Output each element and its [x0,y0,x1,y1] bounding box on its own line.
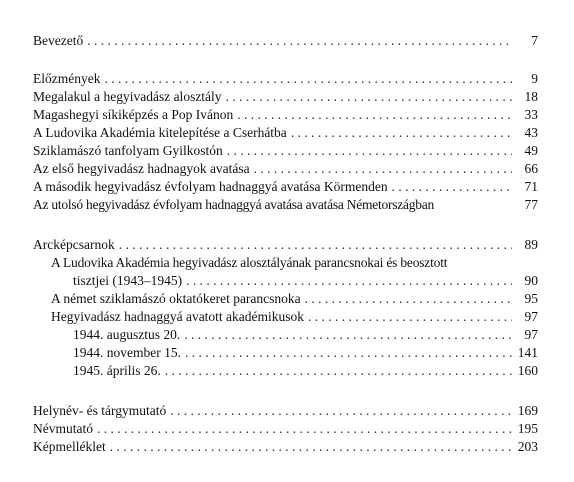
toc-entry-page: 195 [517,421,538,436]
toc-entry-title: Arcképcsarnok [33,237,115,252]
toc-date-entry [33,326,538,344]
toc-date-entry [33,362,538,380]
spacer [33,380,538,402]
toc-entry [33,420,538,438]
toc-entry-page: 43 [524,125,538,140]
toc-entry-page: 90 [524,273,538,288]
toc-entry-page: 97 [524,327,538,342]
dot-leader [97,420,512,438]
dot-leader [119,236,512,254]
toc-entry-title: Bevezető [33,33,84,48]
toc-entry-title: 1945. április 26. [73,363,161,378]
toc-entry [33,196,538,214]
toc-subentry [33,254,538,272]
spacer [33,50,538,70]
toc-entry-title: Helynév- és tárgymutató [33,403,167,418]
toc-entry-title: A német sziklamászó oktatókeret parancsnoka [51,291,301,306]
toc-entry-page: 71 [524,179,538,194]
toc-entry-page: 77 [524,197,538,212]
toc-entry-title: A Ludovika Akadémia kitelepítése a Cserhátba [33,125,287,140]
toc-entry-page: 49 [524,143,538,158]
dot-leader [87,32,512,50]
toc-entry-page: 89 [524,237,538,252]
spacer [33,214,538,236]
toc-subentry-continued [33,272,538,290]
dot-leader [227,142,512,160]
toc-entry-title: Megalakul a hegyivadász alosztály [33,89,222,104]
toc-entry-title: A második hegyivadász évfolyam hadnaggyá avatása Körmenden [33,179,388,194]
toc-entry [33,142,538,160]
toc-entry-title: Előzmények [33,71,101,86]
toc-entry-title: Névmutató [33,421,93,436]
dot-leader [226,88,512,106]
dot-leader [305,290,512,308]
dot-leader [186,272,512,290]
toc-entry-page: 7 [531,33,538,48]
toc-entry-title: Képmelléklet [33,439,106,454]
toc-subentry [33,290,538,308]
toc-entry [33,438,538,456]
toc-entry-page: 66 [524,161,538,176]
toc-entry-title: tisztjei (1943–1945) [73,273,183,288]
toc-entry-title: Hegyivadász hadnaggyá avatott akadémikusok [51,309,305,324]
toc-entry-page: 95 [524,291,538,306]
toc-entry-page: 9 [531,71,538,86]
toc-entry-page: 33 [524,107,538,122]
dot-leader [185,344,512,362]
toc-entry-gallery [33,236,538,254]
toc-entry [33,178,538,196]
dot-leader [291,124,512,142]
dot-leader [165,362,512,380]
toc-entry-page: 160 [517,363,538,378]
toc-entry-title: Magashegyi síkiképzés a Pop Ivánon [33,107,234,122]
toc-entry-title: A Ludovika Akadémia hegyivadász alosztályának parancsnokai és beosztott [51,255,448,270]
toc-entry-page: 18 [524,89,538,104]
toc-subentry [33,308,538,326]
toc-entry-title: Az első hegyivadász hadnagyok avatása [33,161,250,176]
toc-entry-title: Sziklamászó tanfolyam Gyilkostón [33,143,223,158]
toc-entry [33,106,538,124]
dot-leader [254,160,512,178]
dot-leader [170,402,512,420]
toc-entry-title: 1944. november 15. [73,345,181,360]
dot-leader [104,70,512,88]
toc-entry-page: 203 [517,439,538,454]
toc-entry [33,88,538,106]
toc-entry-page: 169 [517,403,538,418]
dot-leader [308,308,512,326]
toc-entry-intro [33,32,538,50]
toc-entry-title: Az utolsó hegyivadász évfolyam hadnaggyá avatása avatása Németországban [33,197,434,212]
table-of-contents [33,32,538,456]
dot-leader [237,106,512,124]
dot-leader [392,178,512,196]
toc-entry-title: 1944. augusztus 20. [73,327,181,342]
toc-entry-page: 141 [517,345,538,360]
dot-leader [110,438,512,456]
toc-entry [33,70,538,88]
toc-entry [33,402,538,420]
toc-date-entry [33,344,538,362]
toc-entry [33,124,538,142]
toc-entry-page: 97 [524,309,538,324]
dot-leader [184,326,512,344]
toc-entry [33,160,538,178]
